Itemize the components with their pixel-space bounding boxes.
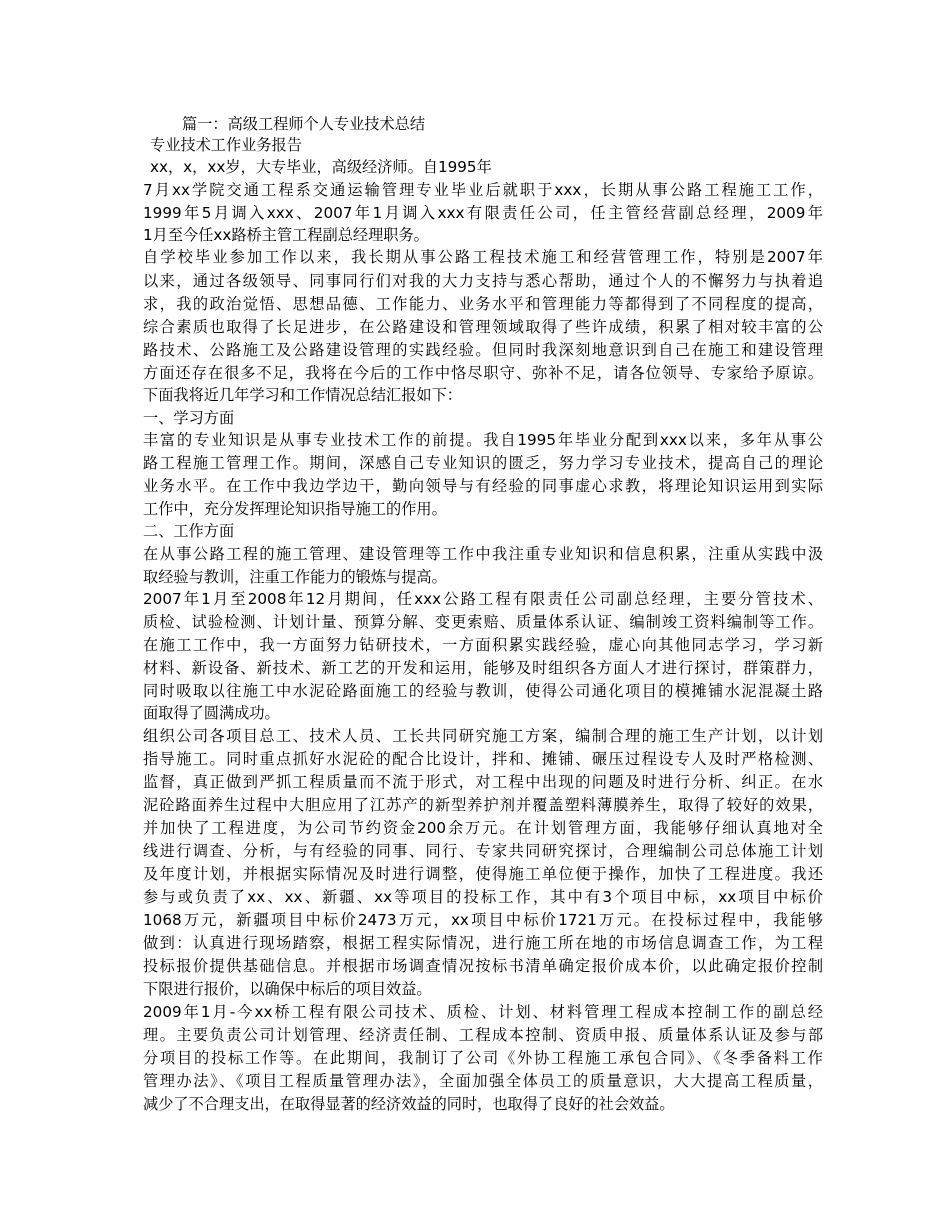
- document-subtitle: 专业技术工作业务报告: [150, 136, 302, 154]
- text-line: 2007年1月至2008年12月期间，任xxx公路工程有限责任公司副总经理，主要分管技术、: [143, 590, 823, 608]
- document-title: 篇一：高级工程师个人专业技术总结: [182, 115, 425, 133]
- text-line: 业务水平。在工作中我边学边干，勤向领导与有经验的同事虚心求教，将理论知识运用到实际: [143, 477, 823, 495]
- text-line: 材料、新设备、新技术、新工艺的开发和运用，能够及时组织各方面人才进行探讨，群策群力，: [143, 659, 823, 677]
- text-line: 自学校毕业参加工作以来，我长期从事公路工程技术施工和经营管理工作，特别是2007年: [143, 248, 823, 266]
- text-line: 工作中，充分发挥理论知识指导施工的作用。: [143, 500, 447, 518]
- section-heading-study: 一、学习方面: [143, 409, 235, 427]
- section-heading-work: 二、工作方面: [143, 522, 235, 540]
- text-line: 以来，通过各级领导、同事同行们对我的大力支持与悉心帮助，通过个人的不懈努力与执着追: [143, 272, 823, 290]
- text-line: 组织公司各项目总工、技术人员、工长共同研究施工方案，编制合理的施工生产计划，以计划: [143, 727, 823, 745]
- text-line: 1068万元，新疆项目中标价2473万元，xx项目中标价1721万元。在投标过程中，我能够: [143, 911, 823, 929]
- text-line: 1月至今任xx路桥主管工程副总经理职务。: [143, 226, 429, 244]
- text-line: 同时吸取以往施工中水泥砼路面施工的经验与教训，使得公司通化项目的模摊铺水泥混凝土路: [143, 682, 823, 700]
- text-line: 监督，真正做到严抓工程质量而不流于形式，对工程中出现的问题及时进行分析、纠正。在水: [143, 773, 823, 791]
- text-line: 取经验与教训，注重工作能力的锻炼与提高。: [143, 568, 447, 586]
- text-line: 指导施工。同时重点抓好水泥砼的配合比设计，拌和、摊铺、碾压过程设专人及时严格检测、: [143, 750, 823, 768]
- text-line: 方面还存在很多不足，我将在今后的工作中恪尽职守、弥补不足，请各位领导、专家给予原谅。: [143, 364, 823, 382]
- text-line: 泥砼路面养生过程中大胆应用了江苏产的新型养护剂并覆盖塑料薄膜养生，取得了较好的效果，: [143, 796, 823, 814]
- text-line: 路工程施工管理工作。期间，深感自己专业知识的匮乏，努力学习专业技术，提高自己的理论: [143, 454, 823, 472]
- text-line: 管理办法》、《项目工程质量管理办法》，全面加强全体员工的质量意识，大大提高工程质量，: [143, 1072, 823, 1090]
- text-line: 投标报价提供基础信息。并根据市场调查情况按标书清单确定报价成本价，以此确定报价控制: [143, 957, 823, 975]
- text-line: 减少了不合理支出，在取得显著的经济效益的同时，也取得了良好的社会效益。: [143, 1095, 675, 1113]
- text-line: 1999年5月调入xxx、2007年1月调入xxx有限责任公司，任主管经营副总经理，2009年: [143, 204, 823, 222]
- text-line: 质检、试验检测、计划计量、预算分解、变更索赔、质量体系认证、编制竣工资料编制等工作。: [143, 613, 823, 631]
- text-line: xx，x，xx岁，大专毕业，高级经济师。自1995年: [150, 158, 492, 176]
- text-line: 做到：认真进行现场踏察，根据工程实际情况，进行施工所在地的市场信息调查工作，为工程: [143, 934, 823, 952]
- text-line: 求，我的政治觉悟、思想品德、工作能力、业务水平和管理能力等都得到了不同程度的提高，: [143, 295, 823, 313]
- text-line: 在从事公路工程的施工管理、建设管理等工作中我注重专业知识和信息积累，注重从实践中汲: [143, 545, 823, 563]
- text-line: 线进行调查、分析，与有经验的同事、同行、专家共同研究探讨，合理编制公司总体施工计划: [143, 842, 823, 860]
- text-line: 2009年1月-今xx桥工程有限公司技术、质检、计划、材料管理工程成本控制工作的副总经: [143, 1003, 823, 1021]
- text-line: 下面我将近几年学习和工作情况总结汇报如下：: [143, 386, 462, 404]
- text-line: 在施工工作中，我一方面努力钻研技术，一方面积累实践经验，虚心向其他同志学习，学习新: [143, 636, 823, 654]
- text-line: 理。主要负责公司计划管理、经济责任制、工程成本控制、资质申报、质量体系认证及参与部: [143, 1026, 823, 1044]
- text-line: 综合素质也取得了长足进步，在公路建设和管理领域取得了些许成绩，积累了相对较丰富的公: [143, 318, 823, 336]
- text-line: 及年度计划，并根据实际情况及时进行调整，使得施工单位便于操作，加快了工程进度。我还: [143, 865, 823, 883]
- text-line: 路技术、公路施工及公路建设管理的实践经验。但同时我深刻地意识到自己在施工和建设管理: [143, 341, 823, 359]
- text-line: 参与或负责了xx、xx、新疆、xx等项目的投标工作，其中有3个项目中标，xx项目中标价: [143, 888, 823, 906]
- text-line: 7月xx学院交通工程系交通运输管理专业毕业后就职于xxx，长期从事公路工程施工工作，: [143, 181, 823, 199]
- text-line: 下限进行报价，以确保中标后的项目效益。: [143, 980, 432, 998]
- text-line: 面取得了圆满成功。: [143, 704, 280, 722]
- text-line: 并加快了工程进度，为公司节约资金200余万元。在计划管理方面，我能够仔细认真地对全: [143, 819, 823, 837]
- text-line: 分项目的投标工作等。在此期间，我制订了公司《外协工程施工承包合同》、《冬季备料工作: [143, 1049, 823, 1067]
- text-line: 丰富的专业知识是从事专业技术工作的前提。我自1995年毕业分配到xxx以来，多年从事公: [143, 431, 823, 449]
